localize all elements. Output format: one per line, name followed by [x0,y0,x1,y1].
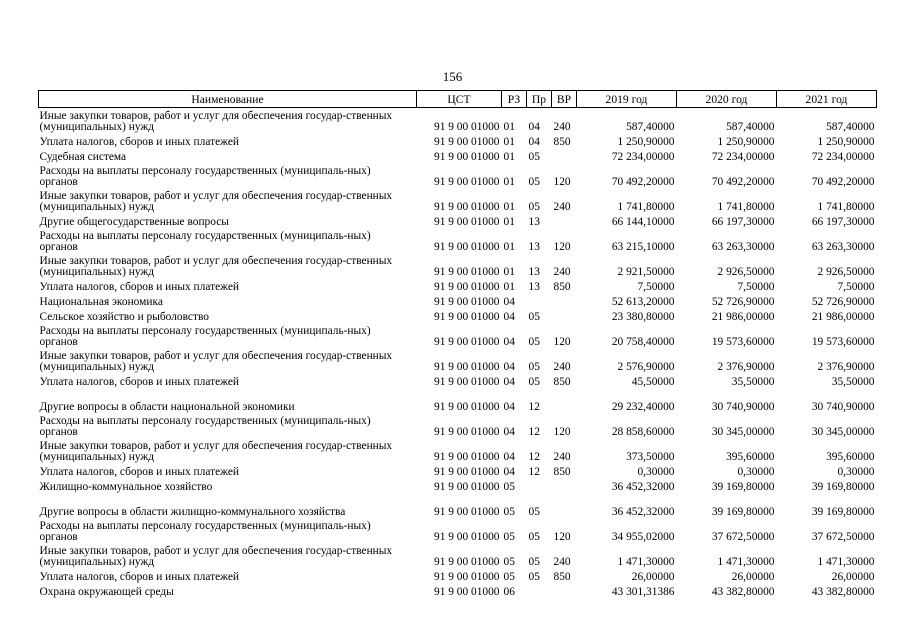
cell-pr: 05 [528,151,540,163]
cell-cst: 91 9 00 01000 [434,136,500,148]
cell-cst: 91 9 00 01000 [434,556,500,568]
cell-vr: 120 [553,241,571,253]
cell-y2019: 52 613,20000 [611,296,675,308]
cell-y2020: 2 376,90000 [717,361,775,373]
cell-name: Судебная система [39,151,127,163]
cell-y2020: 1 250,90000 [717,136,775,148]
cell-y2019: 70 492,20000 [611,176,675,188]
header-pr: Пр [527,91,552,108]
cell-y2021: 52 726,90000 [811,296,875,308]
cell-cst: 91 9 00 01000 [434,176,500,188]
cell-y2020: 70 492,20000 [711,176,775,188]
cell-y2021: 70 492,20000 [811,176,875,188]
cell-pr: 05 [528,176,540,188]
cell-vr: 850 [553,466,571,478]
cell-name: Расходы на выплаты персоналу государственных (муниципаль-ных) органов [39,325,371,348]
cell-vr [552,478,577,493]
cell-pr: 13 [528,241,540,253]
cell-rz: 04 [503,311,515,323]
cell-vr: 240 [553,361,571,373]
cell-pr: 05 [528,571,540,583]
header-2019: 2019 год [577,91,677,108]
cell-pr: 05 [528,376,540,388]
cell-y2019: 2 921,50000 [617,266,675,278]
cell-name: Расходы на выплаты персоналу государственных (муниципаль-ных) органов [39,230,371,253]
cell-rz: 01 [503,216,515,228]
cell-vr: 240 [553,556,571,568]
table-row [39,323,877,348]
cell-y2020: 30 345,00000 [711,426,775,438]
cell-name: Расходы на выплаты персоналу государственных (муниципаль-ных) органов [39,520,371,543]
cell-y2019: 43 301,31386 [611,586,675,598]
cell-pr: 13 [528,216,540,228]
cell-vr: 120 [553,426,571,438]
cell-vr: 120 [553,531,571,543]
budget-table [38,90,877,598]
cell-name: Иные закупки товаров, работ и услуг для обеспечения государ-ственных (муниципальных) нужд [39,255,393,278]
cell-y2021: 0,30000 [837,466,875,478]
cell-y2021: 395,60000 [826,451,875,463]
cell-y2021: 21 986,00000 [811,311,875,323]
cell-name: Национальная экономика [39,296,163,308]
cell-cst: 91 9 00 01000 [434,281,500,293]
cell-y2019: 587,40000 [626,121,675,133]
cell-pr: 12 [528,466,540,478]
cell-vr: 850 [553,136,571,148]
cell-rz: 04 [503,361,515,373]
cell-rz: 01 [503,136,515,148]
cell-y2021: 35,50000 [831,376,875,388]
cell-y2021: 2 926,50000 [817,266,875,278]
cell-cst: 91 9 00 01000 [434,311,500,323]
table-row [39,518,877,543]
cell-cst: 91 9 00 01000 [434,216,500,228]
cell-cst: 91 9 00 01000 [434,201,500,213]
cell-y2020: 43 382,80000 [711,586,775,598]
cell-cst: 91 9 00 01000 [434,121,500,133]
cell-y2020: 1 471,30000 [717,556,775,568]
cell-vr: 850 [553,571,571,583]
cell-y2021: 30 740,90000 [811,401,875,413]
table-row [39,348,877,373]
cell-y2020: 2 926,50000 [717,266,775,278]
cell-y2021: 63 263,30000 [811,241,875,253]
cell-y2019: 29 232,40000 [611,401,675,413]
cell-pr: 05 [528,311,540,323]
cell-vr [552,293,577,308]
cell-cst: 91 9 00 01000 [434,426,500,438]
cell-y2020: 66 197,30000 [711,216,775,228]
cell-rz: 01 [503,201,515,213]
cell-pr: 04 [528,136,540,148]
header-vr: ВР [552,91,577,108]
cell-vr: 240 [553,266,571,278]
cell-vr [552,583,577,598]
cell-name: Иные закупки товаров, работ и услуг для обеспечения государ-ственных (муниципальных) нужд [39,110,393,133]
cell-rz: 01 [503,121,515,133]
cell-name: Расходы на выплаты персоналу государственных (муниципаль-ных) органов [39,415,371,438]
cell-y2019: 23 380,80000 [611,311,675,323]
header-rz: РЗ [502,91,527,108]
cell-rz: 05 [503,571,515,583]
cell-rz: 04 [503,466,515,478]
cell-cst: 91 9 00 01000 [434,586,500,598]
header-2020: 2020 год [677,91,777,108]
table-row [39,438,877,463]
cell-vr: 120 [553,336,571,348]
cell-vr [552,148,577,163]
cell-pr: 05 [528,361,540,373]
cell-pr [527,293,552,308]
cell-y2019: 66 144,10000 [611,216,675,228]
table-row [39,583,877,598]
cell-pr: 05 [528,201,540,213]
cell-y2019: 0,30000 [637,466,675,478]
table-row [39,253,877,278]
cell-name: Другие вопросы в области национальной экономики [39,401,295,413]
table-row [39,543,877,568]
cell-cst: 91 9 00 01000 [434,571,500,583]
cell-cst: 91 9 00 01000 [434,506,500,518]
header-2021: 2021 год [777,91,877,108]
cell-rz: 05 [503,531,515,543]
cell-name: Охрана окружающей среды [39,586,174,598]
cell-cst: 91 9 00 01000 [434,296,500,308]
cell-y2020: 35,50000 [731,376,775,388]
table-row [39,188,877,213]
cell-pr: 13 [528,281,540,293]
cell-y2020: 0,30000 [737,466,775,478]
cell-name: Другие общегосударственные вопросы [39,216,229,228]
cell-pr: 05 [528,336,540,348]
cell-y2021: 26,00000 [831,571,875,583]
cell-y2019: 7,50000 [637,281,675,293]
header-name: Наименование [39,91,417,108]
page-number: 156 [442,69,463,84]
cell-vr: 850 [553,376,571,388]
cell-pr [527,478,552,493]
cell-rz: 04 [503,296,515,308]
cell-pr: 12 [528,426,540,438]
table-row [39,148,877,163]
cell-rz: 01 [503,151,515,163]
table-row [39,278,877,293]
cell-y2021: 19 573,60000 [811,336,875,348]
cell-y2021: 587,40000 [826,121,875,133]
cell-cst: 91 9 00 01000 [434,481,500,493]
cell-pr [527,583,552,598]
cell-y2020: 37 672,50000 [711,531,775,543]
cell-cst: 91 9 00 01000 [434,401,500,413]
cell-y2020: 63 263,30000 [711,241,775,253]
table-row [39,388,877,413]
cell-y2021: 37 672,50000 [811,531,875,543]
cell-y2020: 19 573,60000 [711,336,775,348]
table-row [39,228,877,253]
table-row [39,308,877,323]
cell-cst: 91 9 00 01000 [434,531,500,543]
cell-pr: 05 [528,531,540,543]
cell-cst: 91 9 00 01000 [434,466,500,478]
cell-name: Жилищно-коммунальное хозяйство [39,481,213,493]
cell-rz: 06 [503,586,515,598]
table-row [39,413,877,438]
cell-y2019: 2 576,90000 [617,361,675,373]
cell-rz: 04 [503,426,515,438]
cell-rz: 04 [503,376,515,388]
table-row [39,478,877,493]
cell-y2019: 36 452,32000 [611,506,675,518]
cell-pr: 12 [528,401,540,413]
cell-vr [552,213,577,228]
cell-rz: 01 [503,281,515,293]
cell-name: Уплата налогов, сборов и иных платежей [39,136,239,148]
cell-y2020: 21 986,00000 [711,311,775,323]
cell-vr: 240 [553,451,571,463]
cell-y2020: 30 740,90000 [711,401,775,413]
table-row [39,108,877,134]
cell-y2019: 1 471,30000 [617,556,675,568]
table-header-row [39,91,877,108]
table-row [39,493,877,518]
cell-cst: 91 9 00 01000 [434,376,500,388]
cell-y2019: 26,00000 [631,571,675,583]
cell-y2019: 20 758,40000 [611,336,675,348]
cell-y2021: 7,50000 [837,281,875,293]
cell-vr: 120 [553,176,571,188]
table-row [39,293,877,308]
cell-y2019: 1 250,90000 [617,136,675,148]
cell-y2019: 373,50000 [626,451,675,463]
cell-vr: 850 [553,281,571,293]
cell-y2019: 63 215,10000 [611,241,675,253]
cell-pr: 04 [528,121,540,133]
cell-name: Другие вопросы в области жилищно-коммунального хозяйства [39,506,346,518]
cell-rz: 04 [503,401,515,413]
cell-pr: 05 [528,506,540,518]
cell-y2021: 39 169,80000 [811,506,875,518]
cell-y2019: 45,50000 [631,376,675,388]
cell-vr [552,388,577,413]
cell-cst: 91 9 00 01000 [434,361,500,373]
table-row [39,463,877,478]
header-cst: ЦСТ [417,91,502,108]
cell-y2021: 1 250,90000 [817,136,875,148]
cell-y2019: 1 741,80000 [617,201,675,213]
cell-y2020: 7,50000 [737,281,775,293]
cell-y2020: 52 726,90000 [711,296,775,308]
cell-y2020: 1 741,80000 [717,201,775,213]
cell-name: Сельское хозяйство и рыболовство [39,311,209,323]
cell-y2020: 26,00000 [731,571,775,583]
cell-y2021: 1 741,80000 [817,201,875,213]
cell-vr: 240 [553,201,571,213]
cell-y2021: 43 382,80000 [811,586,875,598]
cell-y2019: 28 858,60000 [611,426,675,438]
cell-name: Иные закупки товаров, работ и услуг для обеспечения государ-ственных (муниципальных) нужд [39,190,393,213]
cell-rz: 04 [503,451,515,463]
cell-cst: 91 9 00 01000 [434,336,500,348]
cell-y2019: 34 955,02000 [611,531,675,543]
cell-pr: 12 [528,451,540,463]
cell-y2020: 39 169,80000 [711,506,775,518]
cell-y2020: 395,60000 [726,451,775,463]
cell-rz: 01 [503,176,515,188]
cell-cst: 91 9 00 01000 [434,266,500,278]
cell-rz: 05 [503,481,515,493]
table-row [39,213,877,228]
cell-vr [552,493,577,518]
table-row [39,568,877,583]
cell-rz: 05 [503,506,515,518]
table-row [39,373,877,388]
cell-y2021: 39 169,80000 [811,481,875,493]
cell-y2019: 72 234,00000 [611,151,675,163]
cell-name: Расходы на выплаты персоналу государственных (муниципаль-ных) органов [39,165,371,188]
cell-y2020: 39 169,80000 [711,481,775,493]
cell-cst: 91 9 00 01000 [434,151,500,163]
cell-name: Уплата налогов, сборов и иных платежей [39,466,239,478]
cell-cst: 91 9 00 01000 [434,241,500,253]
cell-y2021: 30 345,00000 [811,426,875,438]
cell-vr: 240 [553,121,571,133]
cell-y2021: 72 234,00000 [811,151,875,163]
cell-y2020: 587,40000 [726,121,775,133]
cell-name: Уплата налогов, сборов и иных платежей [39,571,239,583]
table-body [39,108,877,599]
cell-vr [552,308,577,323]
cell-pr: 05 [528,556,540,568]
cell-rz: 04 [503,336,515,348]
cell-name: Иные закупки товаров, работ и услуг для обеспечения государ-ственных (муниципальных) нужд [39,350,393,373]
cell-rz: 01 [503,266,515,278]
cell-y2021: 2 376,90000 [817,361,875,373]
cell-y2019: 36 452,32000 [611,481,675,493]
cell-y2021: 1 471,30000 [817,556,875,568]
cell-cst: 91 9 00 01000 [434,451,500,463]
cell-name: Иные закупки товаров, работ и услуг для обеспечения государ-ственных (муниципальных) нужд [39,545,393,568]
cell-name: Уплата налогов, сборов и иных платежей [39,281,239,293]
table-row [39,163,877,188]
table-row [39,133,877,148]
cell-name: Уплата налогов, сборов и иных платежей [39,376,239,388]
cell-rz: 05 [503,556,515,568]
cell-pr: 13 [528,266,540,278]
cell-rz: 01 [503,241,515,253]
cell-y2020: 72 234,00000 [711,151,775,163]
cell-name: Иные закупки товаров, работ и услуг для обеспечения государ-ственных (муниципальных) нужд [39,440,393,463]
cell-y2021: 66 197,30000 [811,216,875,228]
